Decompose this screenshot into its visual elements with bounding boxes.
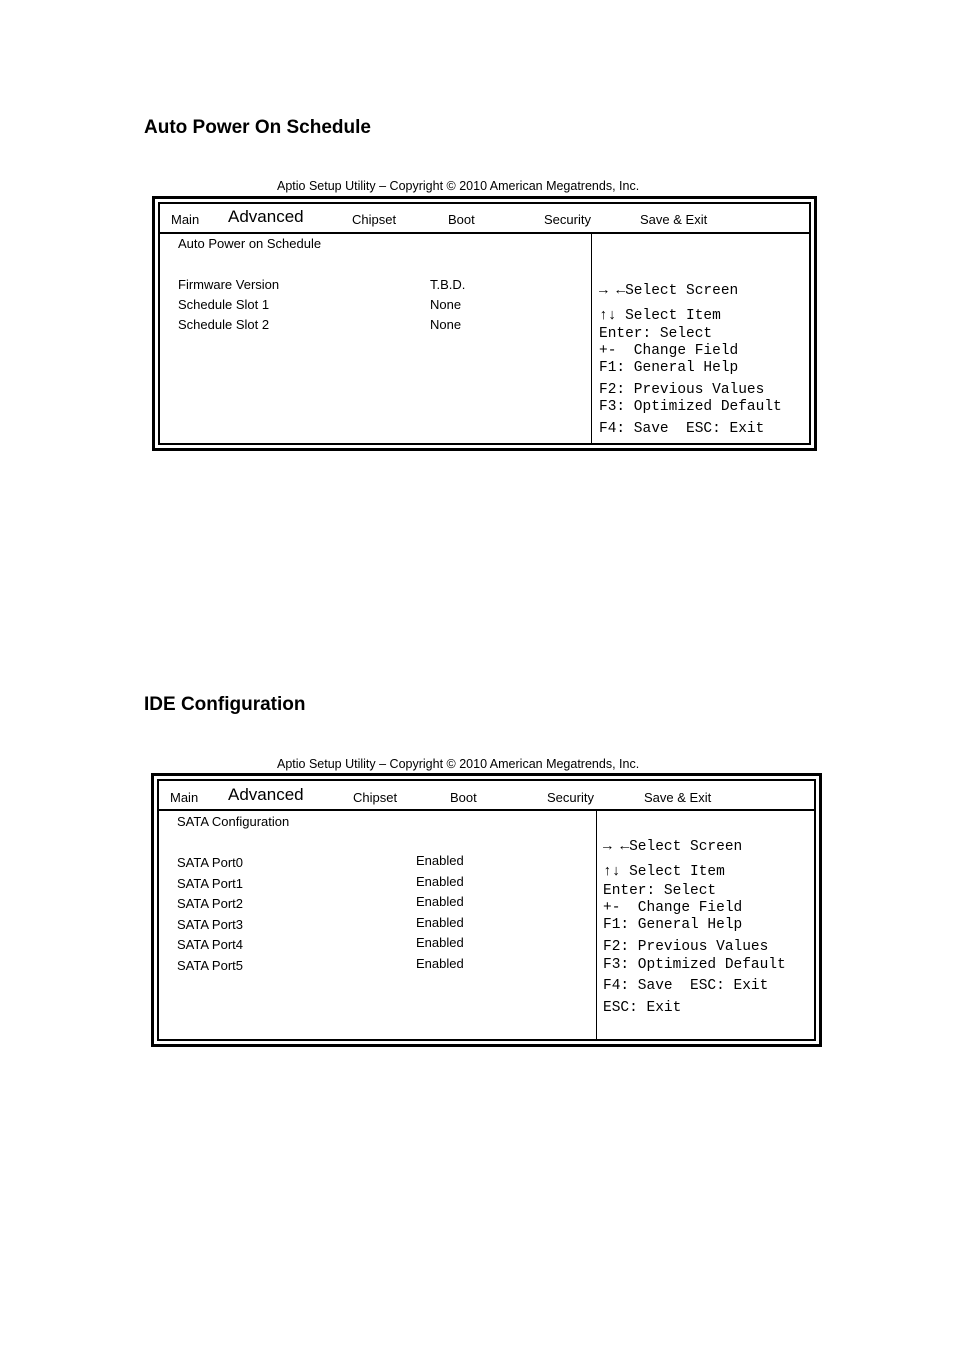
tab-save-exit[interactable]: Save & Exit: [644, 790, 712, 805]
tab-boot[interactable]: Boot: [450, 790, 477, 805]
help-optimized-default: F3: Optimized Default: [603, 957, 786, 973]
bios-inner-frame: [158, 202, 811, 445]
tab-boot[interactable]: Boot: [448, 212, 475, 227]
help-change-field: +- Change Field: [599, 343, 739, 359]
tab-advanced[interactable]: Advanced: [228, 785, 304, 804]
tab-chipset[interactable]: Chipset: [352, 212, 397, 227]
setting-label[interactable]: SATA Port4: [177, 937, 243, 952]
panel-title: SATA Configuration: [177, 814, 290, 829]
bios-screen: [151, 773, 822, 1047]
setting-label[interactable]: SATA Port0: [177, 855, 243, 870]
help-esc-exit: ESC: Exit: [603, 1000, 682, 1016]
setting-value: T.B.D.: [430, 277, 466, 292]
help-change-field: +- Change Field: [603, 900, 743, 916]
setting-value[interactable]: Enabled: [416, 853, 464, 868]
setting-value[interactable]: None: [430, 317, 462, 332]
setting-value[interactable]: None: [430, 297, 462, 312]
help-select-screen: → ←Select Screen: [599, 283, 739, 299]
tab-main[interactable]: Main: [171, 212, 200, 227]
setting-value[interactable]: Enabled: [416, 894, 464, 909]
help-general-help: F1: General Help: [603, 917, 743, 933]
tab-advanced[interactable]: Advanced: [228, 207, 304, 226]
section-heading: IDE Configuration: [144, 694, 306, 715]
setting-label[interactable]: SATA Port5: [177, 958, 243, 973]
setting-label[interactable]: Firmware Version: [178, 277, 280, 292]
setting-value[interactable]: Enabled: [416, 874, 464, 889]
help-select-item: ↑↓ Select Item: [603, 864, 725, 880]
setting-label[interactable]: Schedule Slot 1: [178, 297, 270, 312]
help-select-screen: → ←Select Screen: [603, 839, 743, 855]
tab-save-exit[interactable]: Save & Exit: [640, 212, 708, 227]
help-save-exit: F4: Save ESC: Exit: [603, 978, 769, 994]
bios-caption: Aptio Setup Utility – Copyright © 2010 American Megatrends, Inc.: [277, 179, 640, 193]
help-save-exit: F4: Save ESC: Exit: [599, 421, 765, 437]
section-heading: Auto Power On Schedule: [144, 117, 371, 138]
panel-divider: [591, 232, 592, 443]
setting-label[interactable]: SATA Port1: [177, 876, 243, 891]
tab-security[interactable]: Security: [544, 212, 591, 227]
panel-divider: [596, 809, 597, 1039]
setting-label[interactable]: SATA Port3: [177, 917, 243, 932]
bios-caption: Aptio Setup Utility – Copyright © 2010 American Megatrends, Inc.: [277, 757, 640, 771]
tab-bar: [159, 781, 814, 811]
bios-inner-frame: [157, 779, 816, 1041]
help-general-help: F1: General Help: [599, 360, 739, 376]
setting-value[interactable]: Enabled: [416, 915, 464, 930]
bios-screen: [152, 196, 817, 451]
tab-chipset[interactable]: Chipset: [353, 790, 398, 805]
help-enter-select: Enter: Select: [599, 326, 713, 342]
help-previous-values: F2: Previous Values: [603, 939, 769, 955]
setting-value[interactable]: Enabled: [416, 935, 464, 950]
tab-bar: [160, 204, 809, 234]
help-previous-values: F2: Previous Values: [599, 382, 765, 398]
help-select-item: ↑↓ Select Item: [599, 308, 721, 324]
help-optimized-default: F3: Optimized Default: [599, 399, 782, 415]
panel-title: Auto Power on Schedule: [178, 236, 322, 251]
setting-value[interactable]: Enabled: [416, 956, 464, 971]
tab-security[interactable]: Security: [547, 790, 594, 805]
setting-label[interactable]: SATA Port2: [177, 896, 243, 911]
tab-main[interactable]: Main: [170, 790, 199, 805]
help-enter-select: Enter: Select: [603, 883, 717, 899]
setting-label[interactable]: Schedule Slot 2: [178, 317, 270, 332]
